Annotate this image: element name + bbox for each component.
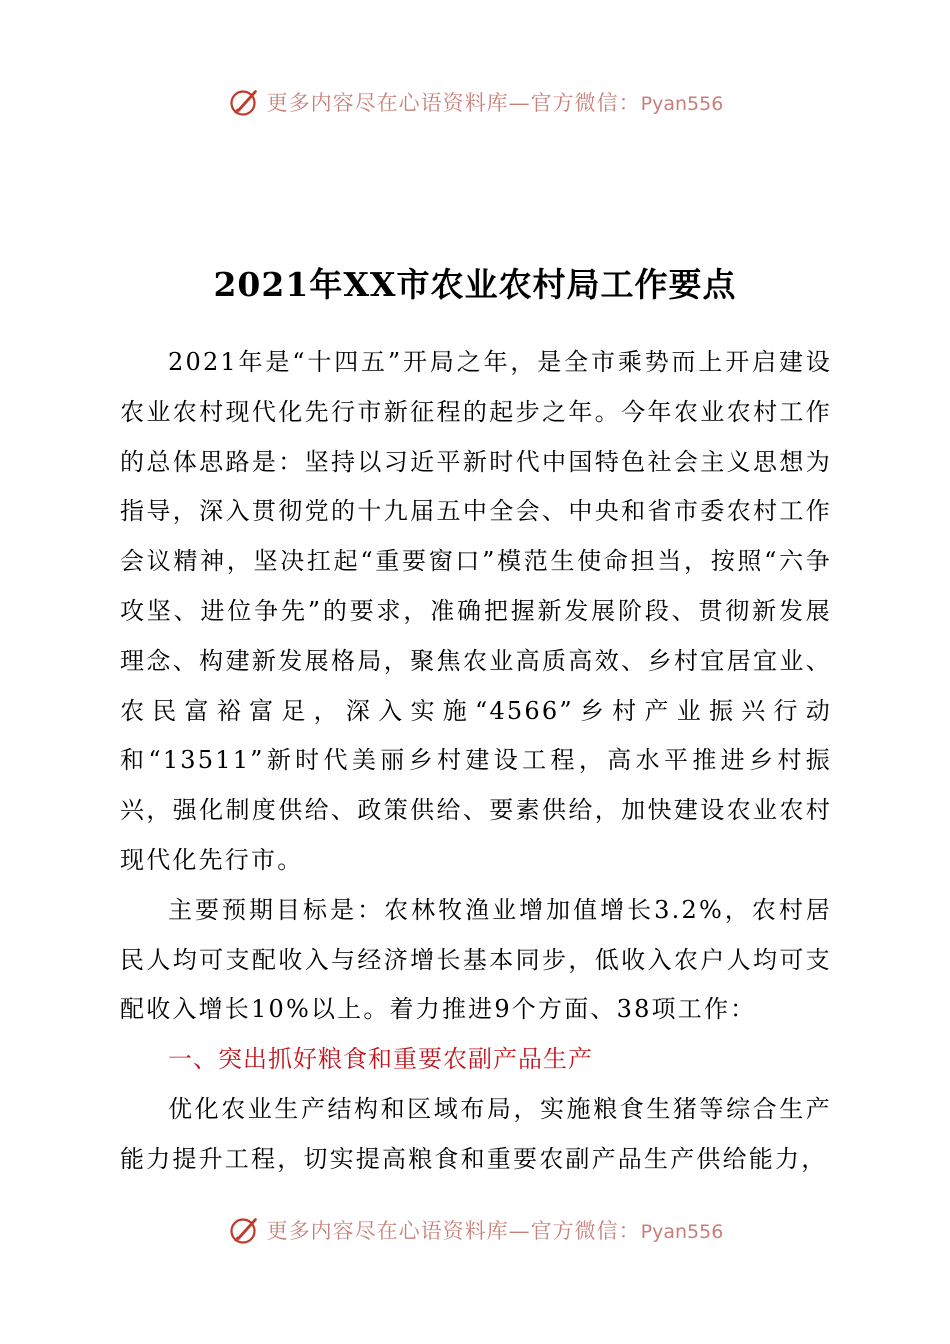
document-title: 2021年XX市农业农村局工作要点 [213, 265, 737, 304]
goals-paragraph: 主要预期目标是：农林牧渔业增加值增长3.2%，农村居民人均可支配收入与经济增长基本同步，低收入农户人均可支配收入增长10%以上。着力推进9个方面、38项工作： [120, 895, 832, 1024]
section-1-paragraph: 优化农业生产结构和区域布局，实施粮食生猪等综合生产能力提升工程，切实提高粮食和重要农副产品生产供给能力， [120, 1094, 832, 1173]
quill-pen-circle-icon [227, 1213, 261, 1247]
wechat-id: Pyan556 [640, 1221, 724, 1243]
footer-watermark-banner [0, 1210, 950, 1250]
banner-text: 更多内容尽在心语资料库—官方微信：Pyan556 [266, 91, 724, 115]
banner-text: 更多内容尽在心语资料库—官方微信：Pyan556 [266, 1219, 724, 1243]
document-body [120, 338, 832, 1185]
header-watermark-banner [0, 82, 950, 122]
section-heading-1: 一、突出抓好粮食和重要农副产品生产 [168, 1045, 593, 1074]
wechat-id: Pyan556 [640, 93, 724, 115]
intro-paragraph: 2021年是“十四五”开局之年，是全市乘势而上开启建设农业农村现代化先行市新征程的起步之年。今年农业农村工作的总体思路是：坚持以习近平新时代中国特色社会主义思想为指导，深入贯彻党的十九届五中全会、中央和省市委农村工作会议精神，坚决扛起“重要窗口”模范生使命担当，按照“六争攻坚、进位争先”的要求，准确把握新发展阶段、贯彻新发展理念、构建新发展格局，聚焦农业高质高效、乡村宜居宜业、农民富裕富足，深入实施“4566”乡村产业振兴行动和“13511”新时代美丽乡村建设工程，高水平推进乡村振兴，强化制度供给、政策供给、要素供给，加快建设农业农村现代化先行市。 [120, 348, 832, 874]
quill-pen-circle-icon [227, 85, 261, 119]
